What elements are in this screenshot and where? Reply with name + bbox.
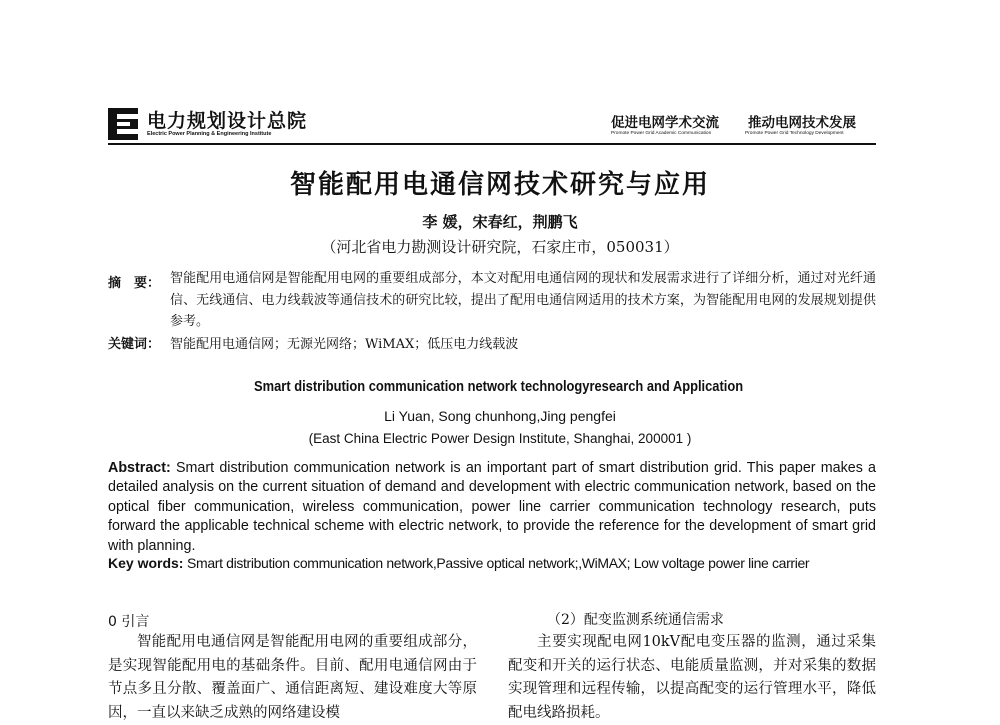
abstract-label-en: Abstract:	[108, 460, 171, 476]
institute-name: 电力规划设计总院	[147, 110, 308, 132]
body-paragraph-introduction: 智能配用电通信网是智能配用电网的重要组成部分，是实现智能配用电的基础条件。目前、配用电通信网由于节点多且分散、覆盖面广、通信距离短、建设难度大等原因，一直以来缺乏成熟的网络建设模	[108, 634, 477, 721]
paper-title-cn: 智能配用电通信网技术研究与应用	[289, 170, 710, 200]
institute-name-en: Electric Power Planning & Engineering Institute	[147, 131, 272, 137]
abstract-label-cn: 摘 要：	[108, 276, 161, 291]
abstract-cn: 智能配用电通信网是智能配用电网的重要组成部分，本文对配用电通信网的现状和发展需求进行了详细分析，通过对光纤通信、无线通信、电力线载波等通信技术的研究比较，提出了配用电通信网适用的技术方案，为智能配用电网的发展规划提供参考。	[170, 271, 876, 329]
slogan-1-en: Promote Power Grid Academic Communication	[611, 131, 712, 136]
keywords-label-cn: 关键词：	[108, 337, 161, 352]
affiliation-en: (East China Electric Power Design Institute, Shanghai, 200001 )	[308, 431, 692, 446]
body-paragraph-transformer-monitoring: 主要实现配电网10kV配电变压器的监测，通过采集配变和开关的运行状态、电能质量监测，并对采集的数据实现管理和远程传输，以提高配变的运行管理水平，降低配电线路损耗。	[508, 634, 876, 721]
institute-logo-icon	[108, 108, 138, 140]
header-divider	[108, 143, 876, 145]
subsection-heading-transformer-monitoring: （2）配变监测系统通信需求	[547, 612, 724, 628]
keywords-en-text: Smart distribution communication network,Passive optical network;,WiMAX; Low voltage power line carrier	[187, 555, 810, 571]
paper-title-en: Smart distribution communication network technologyresearch and Application	[254, 378, 744, 395]
authors-cn: 李 媛，宋春红，荆鹏飞	[422, 213, 578, 231]
slogan-1: 促进电网学术交流	[611, 115, 719, 131]
slogan-2: 推动电网技术发展	[748, 115, 856, 131]
authors-en: Li Yuan, Song chunhong,Jing pengfei	[384, 408, 616, 424]
keywords-label-en: Key words:	[108, 555, 184, 571]
abstract-en	[108, 459, 876, 556]
section-heading-introduction: 0 引言	[108, 614, 150, 630]
slogan-2-en: Promote Power Grid Technology Development	[745, 131, 844, 136]
keywords-cn: 智能配用电通信网；无源光网络；WiMAX；低压电力线载波	[170, 337, 519, 352]
abstract-en-text: Smart distribution communication network is an important part of smart distribution grid. This paper makes a detailed analysis on the current situation of demand and development with electric communication network, based on the optical fiber communication, wireless communication, power line carrier communication technology research, puts forward the applicable technical scheme with electric network, to provide the reference for the development of smart grid with planning.	[108, 460, 876, 554]
keywords-en	[108, 555, 888, 571]
affiliation-cn: （河北省电力勘测设计研究院，石家庄市，050031）	[321, 238, 679, 256]
